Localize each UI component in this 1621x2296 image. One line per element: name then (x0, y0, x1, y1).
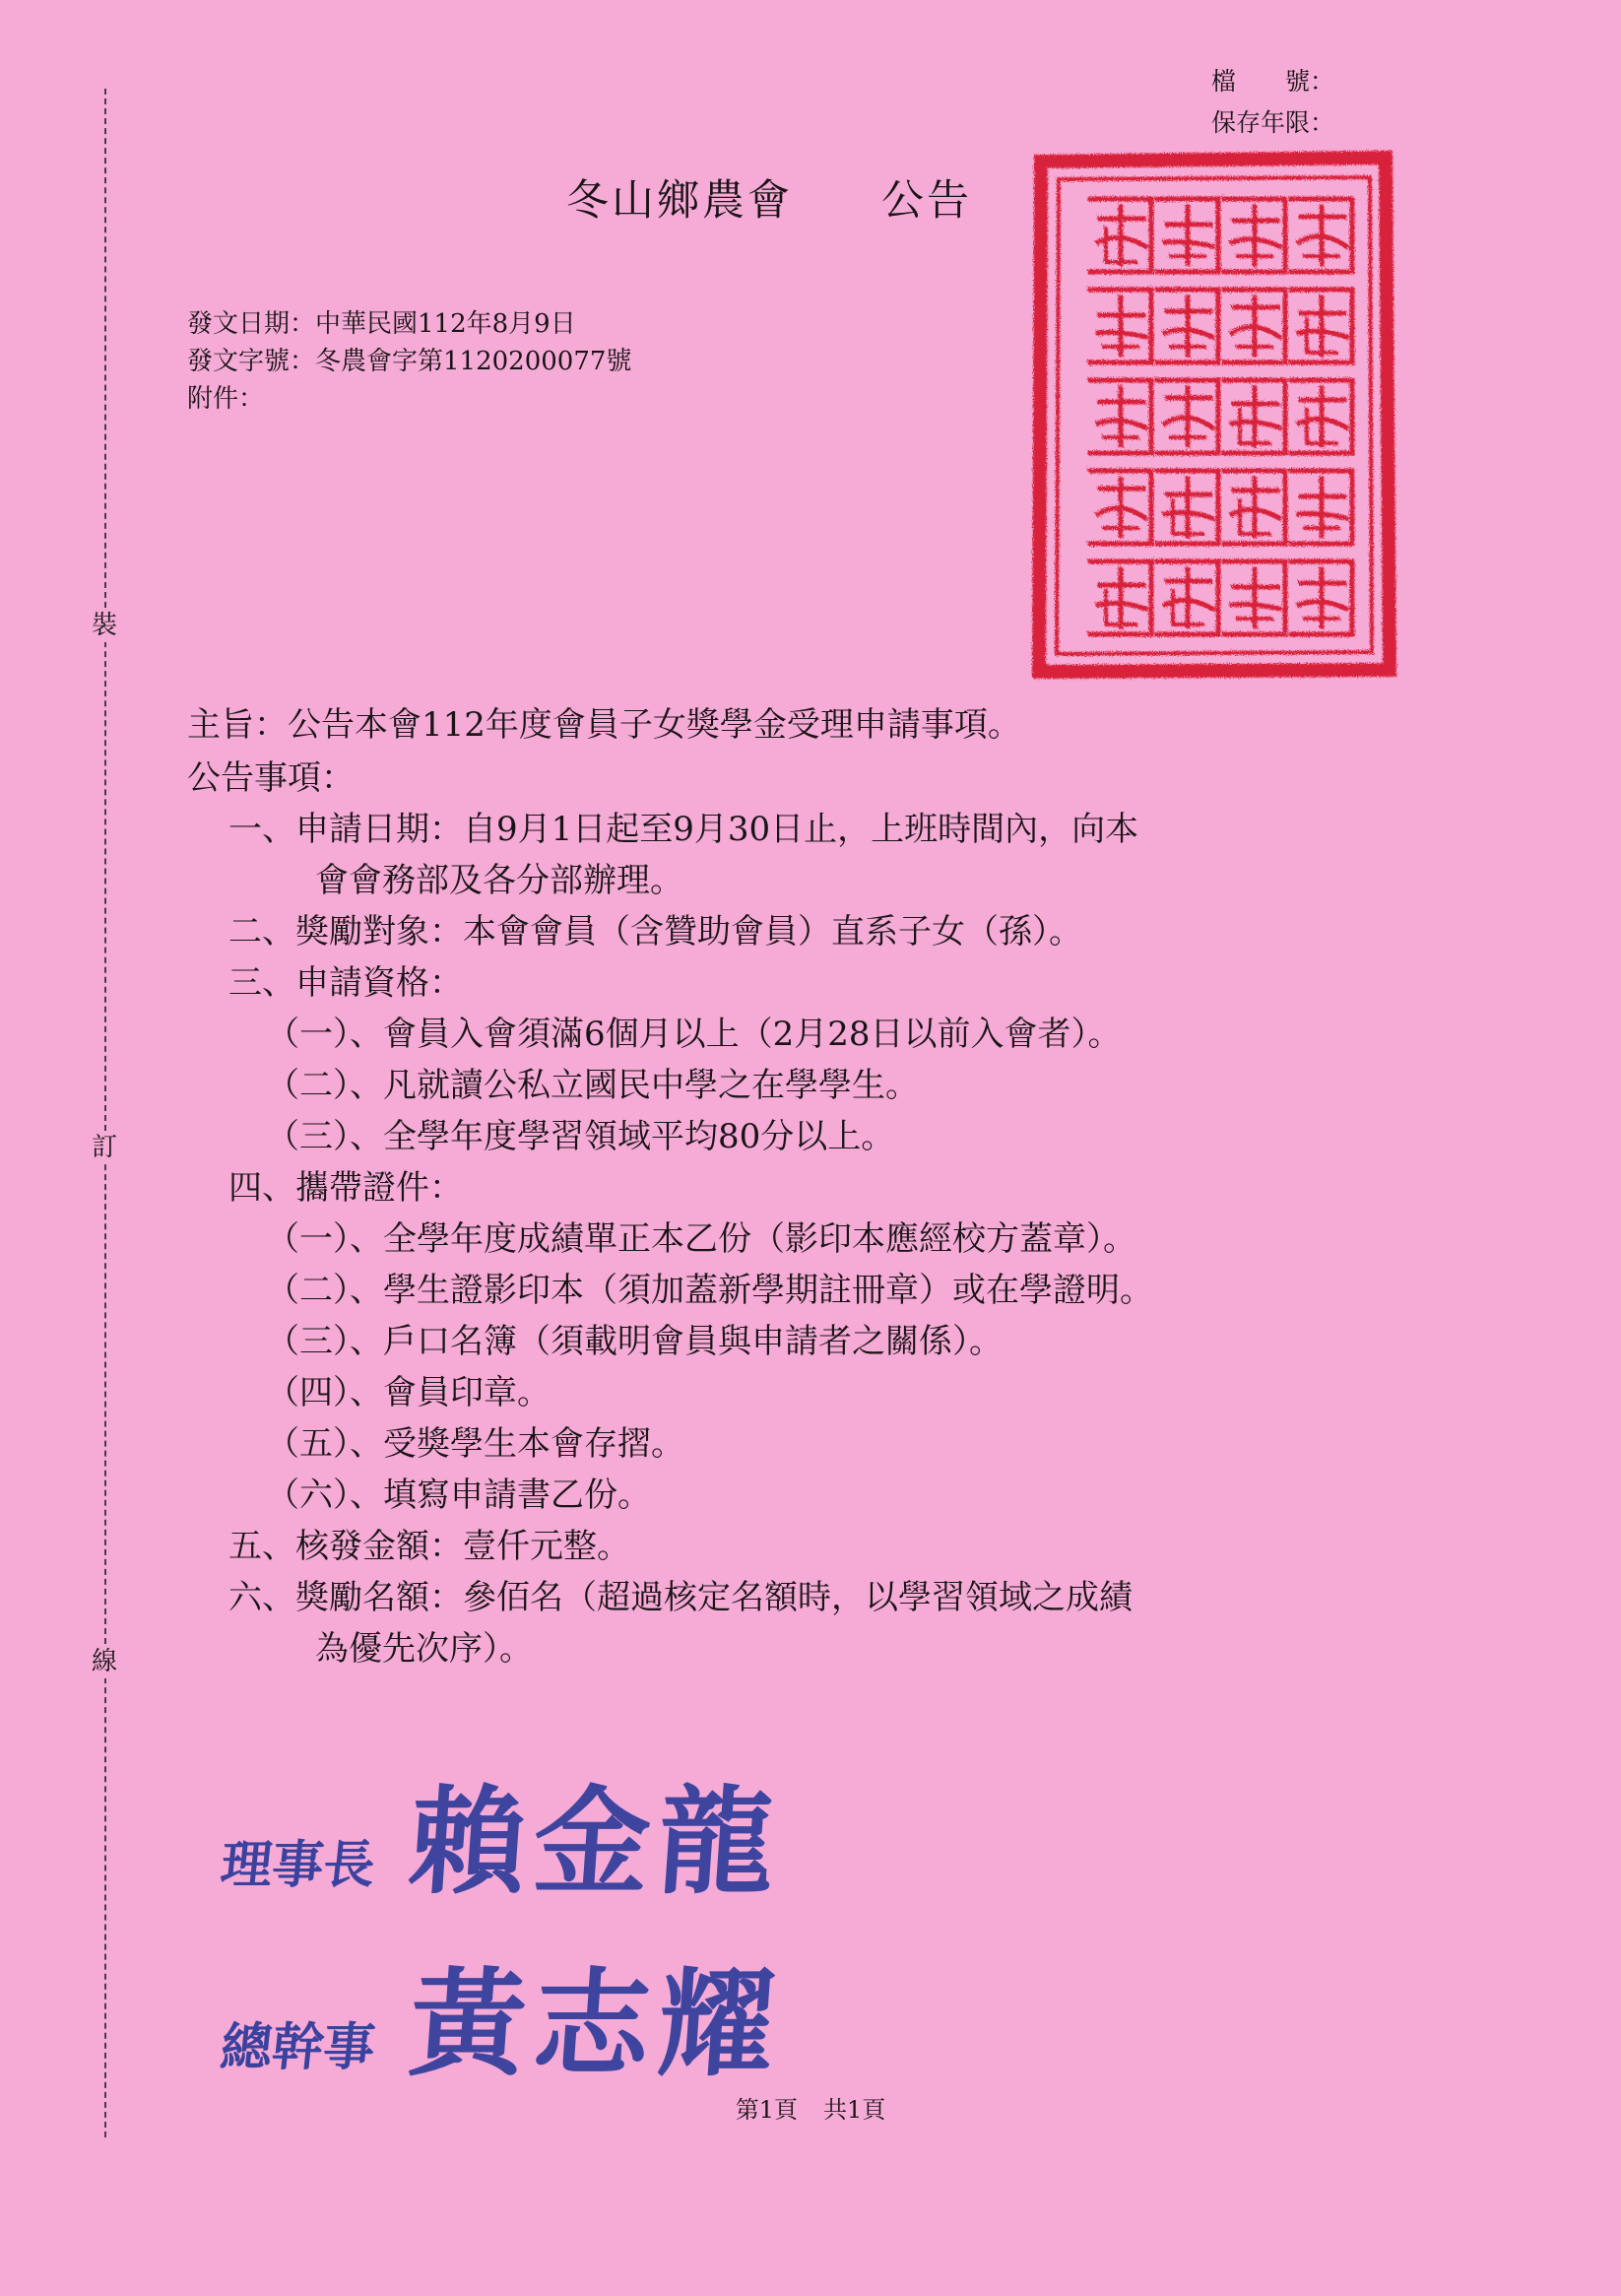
issue-number: 發文字號：冬農會字第1120200077號 (187, 347, 632, 376)
page-number: 第1頁 (735, 2096, 798, 2124)
issue-info (187, 305, 631, 418)
notice-item-line: （五）、受獎學生本會存摺。 (266, 1424, 684, 1464)
notice-item-list (187, 804, 1438, 1674)
notice-item-line: （六）、填寫申請書乙份。 (266, 1476, 651, 1515)
notice-item-line: 會會務部及各分部辦理。 (315, 861, 683, 900)
notice-heading: 公告事項： (187, 758, 355, 798)
notice-item-line: 一、申請日期：自9月1日起至9月30日止，上班時間內，向本 (228, 810, 1139, 849)
page-footer (0, 2090, 1621, 2125)
notice-item-line: （三）、戶口名簿（須載明會員與申請者之關係）。 (266, 1322, 1003, 1361)
binding-mark-xian: 線 (85, 1645, 124, 1678)
binding-mark-ding: 訂 (85, 1131, 124, 1164)
notice-item-line: 六、獎勵名額：參佰名（超過核定名額時，以學習領域之成績 (228, 1578, 1133, 1617)
notice-items (187, 753, 1438, 1674)
notice-item-line: 為優先次序）。 (315, 1629, 533, 1669)
general-manager-title: 總幹事 (218, 2018, 378, 2077)
page-total: 共1頁 (823, 2096, 886, 2124)
subject-line: 主旨：公告本會112年度會員子女獎學金受理申請事項。 (187, 705, 1021, 745)
notice-item-line: （一）、全學年度成績單正本乙份（影印本應經校方蓋章）。 (266, 1219, 1136, 1259)
official-seal-stamp (1029, 148, 1398, 682)
binding-line (104, 89, 106, 2137)
notice-item-line: （一）、會員入會須滿6個月以上（2月28日以前入會者）。 (266, 1015, 1122, 1054)
binding-mark-zhuang: 裝 (85, 609, 124, 642)
signature-chairman (218, 1748, 787, 1916)
notice-item-line: （三）、全學年度學習領域平均80分以上。 (266, 1117, 895, 1156)
chairman-name: 賴金龍 (405, 1774, 787, 1910)
file-number-label: 檔 號： (1210, 67, 1334, 96)
notice-item-line: （四）、會員印章。 (266, 1373, 551, 1412)
notice-item-line: 四、攜帶證件： (228, 1168, 463, 1208)
notice-item-line: 三、申請資格： (228, 963, 463, 1003)
chairman-title: 理事長 (218, 1836, 378, 1895)
organization-name: 冬山鄉農會 (566, 176, 793, 226)
issue-date: 發文日期：中華民國112年8月9日 (187, 309, 576, 339)
notice-item-line: （二）、學生證影印本（須加蓋新學期註冊章）或在學證明。 (266, 1271, 1153, 1310)
general-manager-name: 黃志耀 (405, 1956, 787, 2092)
notice-item-line: 二、獎勵對象：本會會員（含贊助會員）直系子女（孫）。 (228, 912, 1082, 951)
signature-general-manager (218, 1931, 787, 2098)
document-type: 公告 (881, 176, 972, 226)
attachment-label: 附件： (187, 384, 265, 414)
file-meta (1137, 61, 1334, 144)
notice-item-line: 五、核發金額：壹仟元整。 (228, 1527, 630, 1566)
notice-item-line: （二）、凡就讀公私立國民中學之在學學生。 (266, 1066, 919, 1105)
retention-period-label: 保存年限： (1210, 108, 1334, 137)
